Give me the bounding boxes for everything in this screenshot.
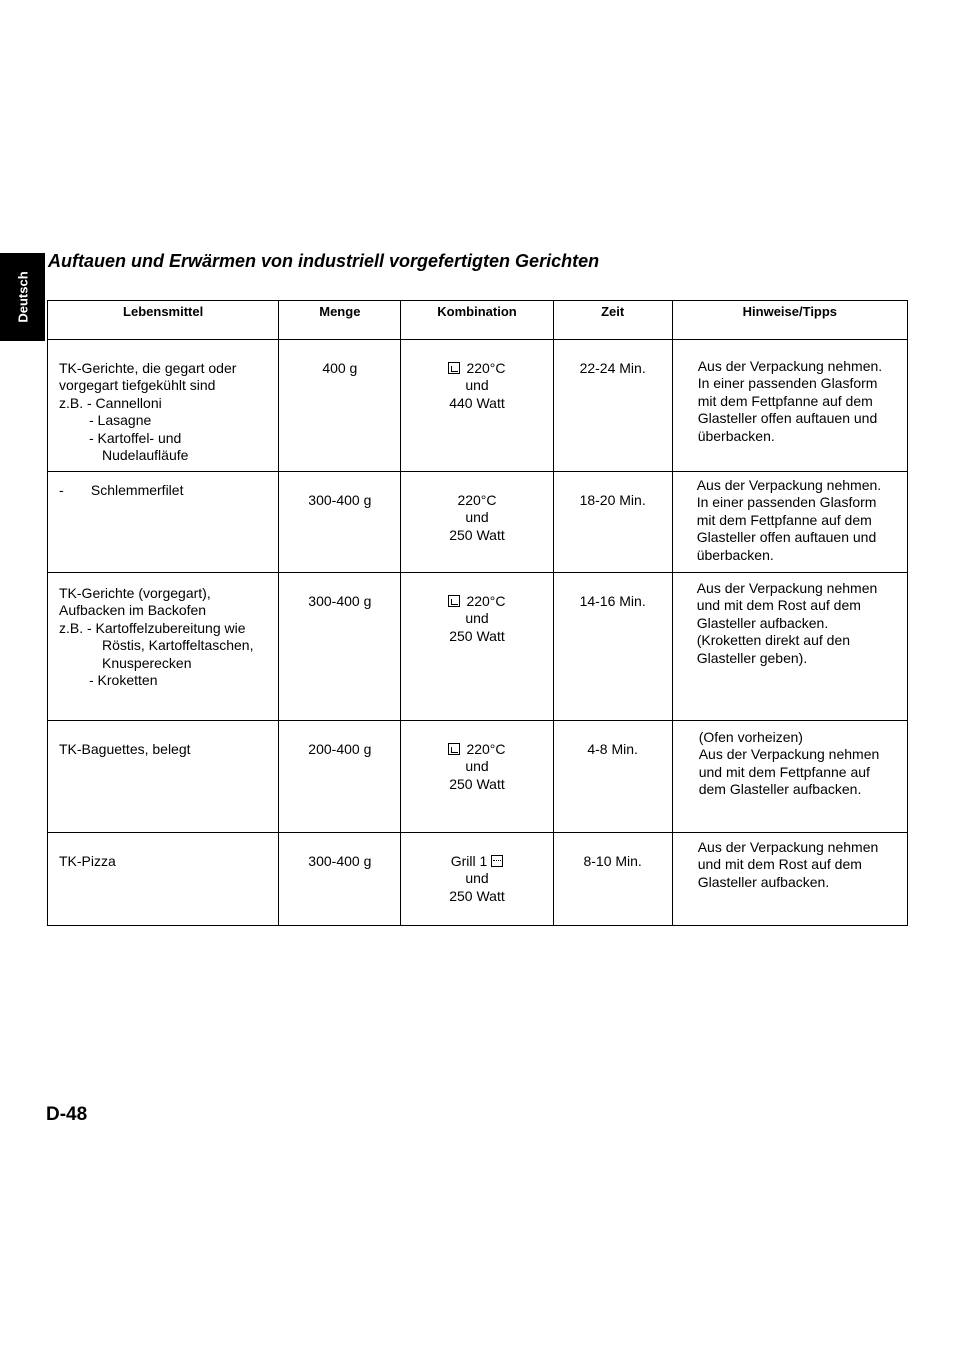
amount-cell: 200-400 g <box>279 721 401 833</box>
tips-line: überbacken. <box>697 427 775 444</box>
tips-cell <box>672 340 907 472</box>
food-cell <box>48 472 279 573</box>
header-combination: Kombination <box>401 301 553 340</box>
page-number: D-48 <box>46 1104 88 1125</box>
combination-cell <box>401 833 553 926</box>
page-title: Auftauen und Erwärmen von industriell vorgefertigten Gerichten <box>48 251 600 271</box>
food-line: TK-Gerichte, die gegart oder <box>59 360 237 376</box>
food-line: Aufbacken im Backofen <box>59 602 207 619</box>
header-time: Zeit <box>553 301 672 340</box>
food-line: - Lasagne <box>89 412 152 429</box>
combination-temp: 220°C <box>466 360 506 376</box>
food-line: vorgegart tiefgekühlt sind <box>59 377 216 394</box>
table-row <box>48 472 908 573</box>
combination-power: 250 Watt <box>449 526 505 543</box>
tips-line: dem Glasteller aufbacken. <box>698 781 862 798</box>
food-line: z.B. - Cannelloni <box>59 394 162 411</box>
language-tab-label: Deutsch <box>15 271 30 323</box>
tips-cell <box>672 833 907 926</box>
combination-and: und <box>465 758 489 775</box>
time-cell: 22-24 Min. <box>553 340 672 472</box>
food-line: TK-Gerichte (vorgegart), <box>59 585 211 601</box>
tips-line: In einer passenden Glasform <box>696 494 877 511</box>
tips-line: Aus der Verpackung nehmen <box>696 580 878 596</box>
tips-line: Aus der Verpackung nehmen <box>698 746 880 763</box>
header-amount: Menge <box>279 301 401 340</box>
tips-line: Glasteller offen auftauen und <box>697 410 878 427</box>
tips-line: Glasteller offen auftauen und <box>696 529 877 546</box>
combination-temp: 220°C <box>457 492 497 508</box>
tips-line: mit dem Fettpfanne auf dem <box>696 511 872 528</box>
combination-and: und <box>465 610 489 627</box>
combination-cell <box>401 340 553 472</box>
combination-cell <box>401 573 553 721</box>
tips-cell <box>672 573 907 721</box>
combination-power: 250 Watt <box>449 775 505 792</box>
food-cell <box>48 340 279 472</box>
oven-fan-icon <box>448 743 460 755</box>
tips-line: Glasteller aufbacken. <box>697 873 830 890</box>
table-header-row <box>48 301 908 340</box>
tips-line: Aus der Verpackung nehmen. <box>696 477 882 493</box>
tips-line: (Kroketten direkt auf den <box>696 632 851 649</box>
time-cell: 14-16 Min. <box>553 573 672 721</box>
amount-cell: 300-400 g <box>279 833 401 926</box>
food-line: Nudelaufläufe <box>102 447 189 464</box>
tips-line: und mit dem Fettpfanne auf <box>698 763 870 780</box>
time-cell: 4-8 Min. <box>553 721 672 833</box>
language-tab <box>0 253 45 341</box>
tips-line: Glasteller aufbacken. <box>696 614 829 631</box>
food-line: TK-Pizza <box>59 853 116 869</box>
food-line: - Kartoffel- und <box>89 429 182 446</box>
table-row <box>48 340 908 472</box>
table-row <box>48 833 908 926</box>
tips-line: überbacken. <box>696 546 774 563</box>
combination-and: und <box>465 509 489 526</box>
tips-line: mit dem Fettpfanne auf dem <box>697 392 873 409</box>
combination-and: und <box>465 870 489 887</box>
amount-cell: 400 g <box>279 340 401 472</box>
header-tips: Hinweise/Tipps <box>672 301 907 340</box>
combination-power: 250 Watt <box>449 887 505 904</box>
food-cell <box>48 721 279 833</box>
food-line: Röstis, Kartoffeltaschen, <box>102 637 254 654</box>
combination-and: und <box>465 377 489 394</box>
tips-line: Aus der Verpackung nehmen. <box>697 358 883 374</box>
food-line: z.B. - Kartoffelzubereitung wie <box>59 619 246 636</box>
combination-cell <box>401 721 553 833</box>
table-row <box>48 573 908 721</box>
amount-cell: 300-400 g <box>279 573 401 721</box>
tips-cell <box>672 721 907 833</box>
table-row <box>48 721 908 833</box>
time-cell: 18-20 Min. <box>553 472 672 573</box>
food-line: Knusperecken <box>102 654 192 671</box>
time-cell: 8-10 Min. <box>553 833 672 926</box>
cooking-table <box>47 300 908 926</box>
tips-cell <box>672 472 907 573</box>
combination-power: 250 Watt <box>449 627 505 644</box>
header-food: Lebensmittel <box>48 301 279 340</box>
tips-line: In einer passenden Glasform <box>697 375 878 392</box>
food-line: TK-Baguettes, belegt <box>59 741 191 757</box>
combination-grill: Grill 1 <box>450 853 488 869</box>
tips-line: Aus der Verpackung nehmen <box>697 839 879 855</box>
tips-line: und mit dem Rost auf dem <box>697 856 862 873</box>
combination-cell <box>401 472 553 573</box>
tips-line: und mit dem Rost auf dem <box>696 597 861 614</box>
food-line: - Kroketten <box>89 672 158 689</box>
combination-temp: 220°C <box>466 593 506 609</box>
tips-line: (Ofen vorheizen) <box>698 729 803 745</box>
tips-line: Glasteller geben). <box>696 649 808 666</box>
combination-temp: 220°C <box>466 741 506 757</box>
oven-fan-icon <box>448 362 460 374</box>
food-cell <box>48 573 279 721</box>
oven-fan-icon <box>448 595 460 607</box>
combination-power: 440 Watt <box>449 394 505 411</box>
food-cell <box>48 833 279 926</box>
amount-cell: 300-400 g <box>279 472 401 573</box>
food-line: - Schlemmerfilet <box>59 482 184 498</box>
grill-icon <box>491 855 503 867</box>
